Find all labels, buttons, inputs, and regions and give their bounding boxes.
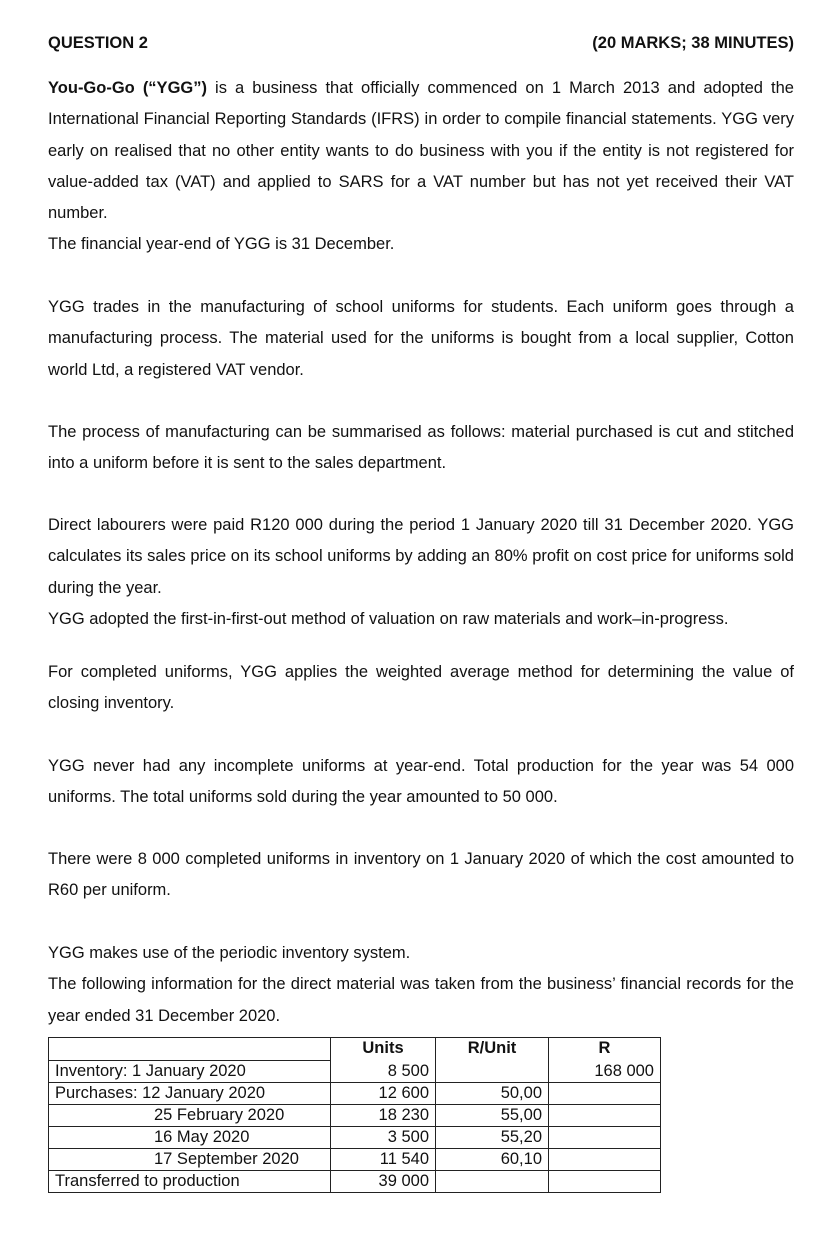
trade-paragraph: YGG trades in the manufacturing of school uniforms for students. Each uniform goes through a manufacturing process. The material used for the uniforms is bought from a local supplier, Cotton world Ltd, a registered VAT vendor. <box>48 298 794 379</box>
fifo-text: YGG adopted the first-in-first-out method of valuation on raw materials and work–in-progress. <box>48 609 729 628</box>
row-label: Purchases: 12 January 2020 <box>49 1083 331 1105</box>
row-units: 18 230 <box>331 1105 436 1127</box>
header-description <box>49 1038 331 1061</box>
process-paragraph: The process of manufacturing can be summarised as follows: material purchased is cut and stitched into a uniform before it is sent to the sales department. <box>48 423 794 473</box>
row-label: Inventory: 1 January 2020 <box>49 1061 331 1083</box>
row-amount <box>549 1127 661 1149</box>
labour-text: Direct labourers were paid R120 000 during the period 1 January 2020 till 31 December 2020. YGG calculates its sales price on its school uniforms by adding an 80% profit on cost price for uniforms sold during the year. <box>48 516 794 597</box>
row-units: 39 000 <box>331 1171 436 1193</box>
question-number: QUESTION 2 <box>48 34 148 52</box>
row-rate: 50,00 <box>436 1083 549 1105</box>
row-rate <box>436 1061 549 1083</box>
periodic-paragraph <box>48 938 794 1032</box>
table-row <box>49 1171 661 1193</box>
weighted-average-paragraph: For completed uniforms, YGG applies the weighted average method for determining the value of closing inventory. <box>48 663 794 713</box>
row-amount <box>549 1083 661 1105</box>
intro-text: is a business that officially commenced on 1 March 2013 and adopted the International Financial Reporting Standards (IFRS) in order to compile financial statements. YGG very early on realised that no other entity wants to do business with you if the entity is not registered for value-added tax (VAT) and applied to SARS for a VAT number but has not yet received their VAT number. <box>48 79 794 223</box>
header-rate: R/Unit <box>436 1038 549 1061</box>
row-amount: 168 000 <box>549 1061 661 1083</box>
table-row <box>49 1061 661 1083</box>
row-units: 12 600 <box>331 1083 436 1105</box>
row-label: 25 February 2020 <box>49 1105 331 1127</box>
row-amount <box>549 1171 661 1193</box>
row-units: 11 540 <box>331 1149 436 1171</box>
table-row <box>49 1127 661 1149</box>
direct-material-table <box>48 1037 661 1193</box>
row-rate: 55,00 <box>436 1105 549 1127</box>
row-amount <box>549 1105 661 1127</box>
table-row <box>49 1105 661 1127</box>
header-units: Units <box>331 1038 436 1061</box>
company-name: You-Go-Go (“YGG”) <box>48 79 207 97</box>
row-rate: 60,10 <box>436 1149 549 1171</box>
row-rate: 55,20 <box>436 1127 549 1149</box>
table-header-row <box>49 1038 661 1061</box>
question-header <box>48 34 794 53</box>
table-row <box>49 1149 661 1171</box>
row-label: Transferred to production <box>49 1171 331 1193</box>
table-row <box>49 1083 661 1105</box>
row-amount <box>549 1149 661 1171</box>
row-rate <box>436 1171 549 1193</box>
year-end-text: The financial year-end of YGG is 31 December. <box>48 235 395 254</box>
intro-paragraph <box>48 73 794 261</box>
row-label: 16 May 2020 <box>49 1127 331 1149</box>
periodic-text: YGG makes use of the periodic inventory system. <box>48 944 411 962</box>
question-marks: (20 MARKS; 38 MINUTES) <box>592 34 794 52</box>
labour-paragraph <box>48 510 794 635</box>
opening-inventory-paragraph: There were 8 000 completed uniforms in inventory on 1 January 2020 of which the cost amounted to R60 per uniform. <box>48 850 794 900</box>
header-amount: R <box>549 1038 661 1061</box>
row-label: 17 September 2020 <box>49 1149 331 1171</box>
row-units: 8 500 <box>331 1061 436 1083</box>
production-paragraph: YGG never had any incomplete uniforms at year-end. Total production for the year was 54 000 uniforms. The total uniforms sold during the year amounted to 50 000. <box>48 757 794 807</box>
row-units: 3 500 <box>331 1127 436 1149</box>
records-text: The following information for the direct material was taken from the business’ financial records for the year ended 31 December 2020. <box>48 975 794 1025</box>
